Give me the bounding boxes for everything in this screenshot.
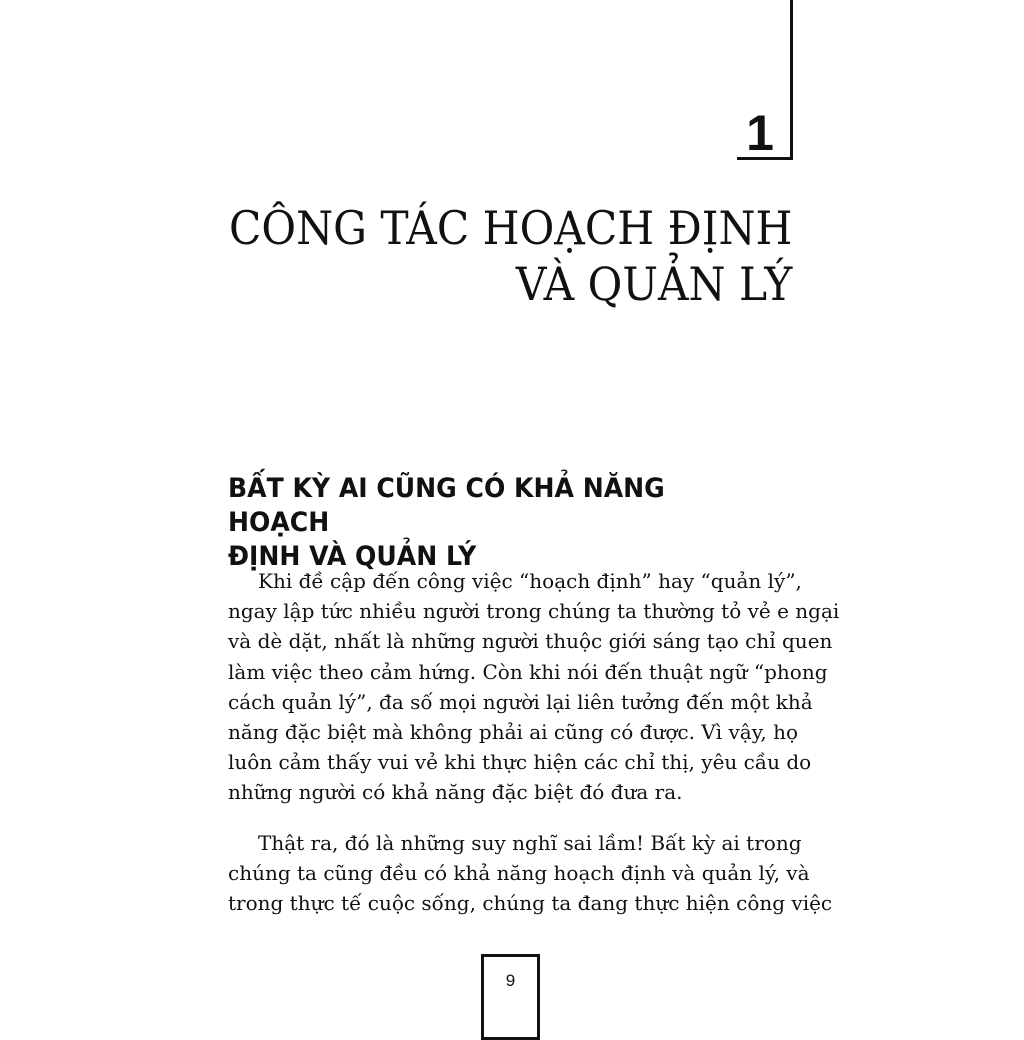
chapter-marker-vertical-rule — [790, 0, 793, 160]
text-line: năng đặc biệt mà không phải ai cũng có được. Vì vậy, họ — [228, 720, 798, 745]
page-number: 9 — [505, 971, 516, 990]
paragraph-2 — [228, 828, 833, 919]
text-line: Khi đề cập đến công việc “hoạch định” hay “quản lý”, — [258, 569, 802, 593]
text-line: cách quản lý”, đa số mọi người lại liên tưởng đến một khả — [228, 689, 813, 714]
text-line: ngay lập tức nhiều người trong chúng ta thường tỏ vẻ e ngại — [228, 599, 840, 624]
chapter-number: 1 — [746, 105, 774, 161]
text-line: trong thực tế cuộc sống, chúng ta đang thực hiện công việc — [228, 891, 833, 916]
text-line: làm việc theo cảm hứng. Còn khi nói đến thuật ngữ “phong — [228, 659, 828, 684]
chapter-title-line: CÔNG TÁC HOẠCH ĐỊNH — [228, 201, 792, 255]
section-heading-line: BẤT KỲ AI CŨNG CÓ KHẢ NĂNG HOẠCH — [228, 473, 665, 538]
chapter-title — [229, 200, 792, 312]
text-line: luôn cảm thấy vui vẻ khi thực hiện các chỉ thị, yêu cầu do — [228, 750, 812, 775]
text-line: và dè dặt, nhất là những người thuộc giới sáng tạo chỉ quen — [228, 629, 833, 654]
section-heading — [228, 472, 767, 574]
text-line: những người có khả năng đặc biệt đó đưa ra. — [228, 780, 683, 805]
page-number-box — [481, 954, 540, 1040]
paragraph-1 — [228, 566, 840, 808]
text-line: chúng ta cũng đều có khả năng hoạch định và quản lý, và — [228, 861, 810, 886]
section-heading-line: ĐỊNH VÀ QUẢN LÝ — [228, 541, 477, 572]
text-line: Thật ra, đó là những suy nghĩ sai lầm! Bất kỳ ai trong — [258, 831, 802, 855]
chapter-title-line: VÀ QUẢN LÝ — [515, 257, 792, 311]
